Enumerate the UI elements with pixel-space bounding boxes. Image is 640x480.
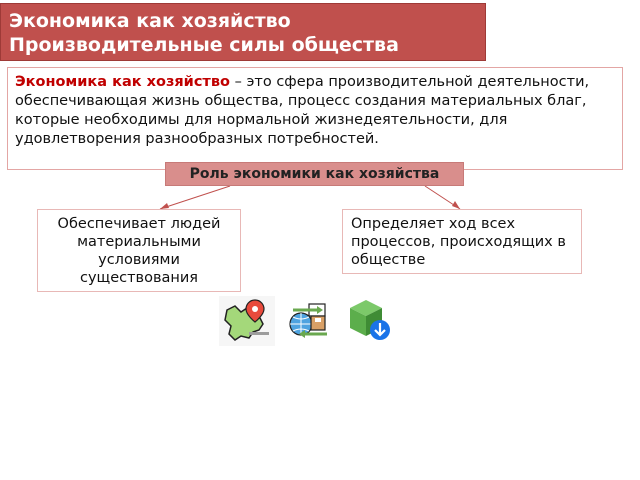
definition-term: Экономика как хозяйство: [15, 74, 230, 90]
green-box-download-icon: [346, 296, 410, 344]
title-line-2: Производительные силы общества: [9, 34, 399, 56]
role-card-right: Определяет ход всех процессов, происходящих в обществе: [342, 209, 582, 274]
connector-left: [160, 186, 230, 209]
role-card-left: Обеспечивает людей материальными условиями существования: [37, 209, 241, 292]
connector-right-arrowhead: [452, 201, 460, 209]
definition-text: – это сфера производительной деятельности, обеспечивающая жизнь общества, процесс создания материальных благ, которые необходимы для нормальной жизнедеятельности, для удовлетворения разнообразных потребностей.: [15, 74, 590, 147]
title-line-1: Экономика как хозяйство: [9, 10, 291, 32]
role-label: Роль экономики как хозяйства: [165, 162, 464, 186]
map-pin-icon: [219, 296, 275, 346]
global-trade-icon: [287, 302, 329, 340]
